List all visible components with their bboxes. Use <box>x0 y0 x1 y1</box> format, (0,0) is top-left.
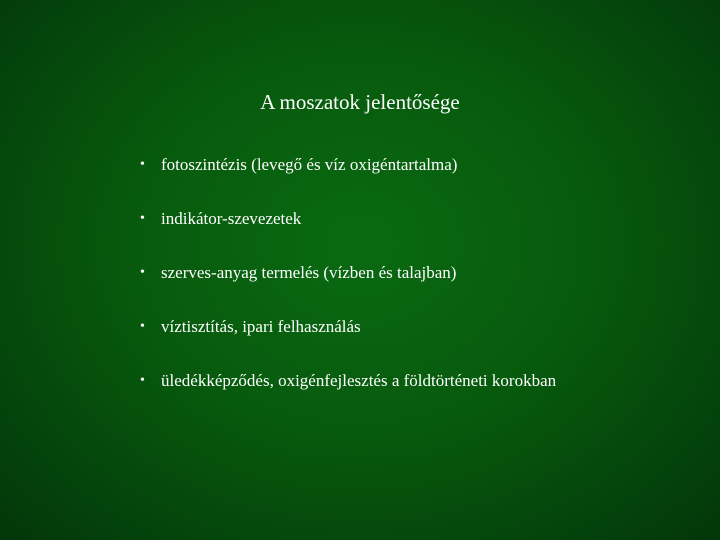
bullet-icon: • <box>140 211 145 226</box>
bullet-text: szerves-anyag termelés (vízben és talajban) <box>161 263 457 282</box>
bullet-text: indikátor-szevezetek <box>161 209 302 228</box>
bullet-text: fotoszintézis (levegő és víz oxigéntartalma) <box>161 155 458 174</box>
bullet-item <box>140 150 660 180</box>
bullet-icon: • <box>140 373 145 388</box>
bullet-icon: • <box>140 265 145 280</box>
bullet-icon: • <box>140 319 145 334</box>
bullet-item <box>140 312 660 342</box>
bullet-item <box>140 366 660 396</box>
bullet-item <box>140 258 660 288</box>
bullet-list <box>140 150 660 420</box>
bullet-item <box>140 204 660 234</box>
bullet-text: víztisztítás, ipari felhasználás <box>161 317 361 336</box>
slide-title: A moszatok jelentősége <box>260 90 460 114</box>
bullet-icon: • <box>140 157 145 172</box>
bullet-text: üledékképződés, oxigénfejlesztés a földtörténeti korokban <box>161 371 557 390</box>
